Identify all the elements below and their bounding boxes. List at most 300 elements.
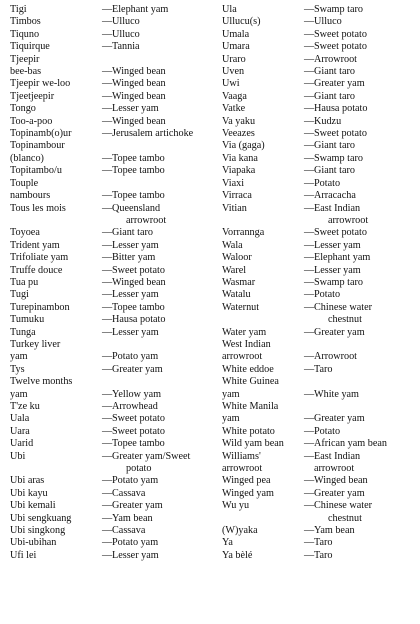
entry-meaning-line: Swamp taro — [314, 152, 363, 164]
glossary-entry — [10, 140, 202, 152]
right-column — [222, 4, 414, 624]
entry-dash: — — [102, 4, 113, 15]
glossary-entry — [222, 401, 414, 413]
entry-dash: — — [304, 66, 315, 78]
glossary-entry — [222, 537, 414, 549]
entry-dash: — — [304, 41, 315, 53]
entry-dash: — — [102, 202, 113, 214]
entry-meaning — [314, 128, 414, 140]
glossary-entry — [10, 16, 202, 28]
entry-dash: — — [102, 401, 113, 412]
entry-dash: — — [304, 289, 315, 301]
entry-meaning-line: Greater yam — [314, 413, 365, 425]
entry-term: Tigi — [10, 4, 27, 15]
entry-meaning — [112, 128, 202, 140]
entry-dash: — — [304, 363, 315, 375]
glossary-entry — [222, 413, 414, 425]
entry-meaning — [314, 54, 414, 66]
entry-meaning — [314, 116, 414, 128]
entry-meaning-line: arrowroot — [314, 463, 355, 475]
glossary-entry — [222, 389, 414, 401]
entry-dash: — — [304, 388, 315, 400]
entry-meaning-line: Taro — [314, 537, 333, 549]
entry-dash: — — [304, 190, 315, 202]
entry-term: Uara — [10, 425, 30, 437]
entry-meaning-line: Cassava — [112, 525, 146, 537]
glossary-entry — [10, 41, 202, 53]
entry-meaning — [112, 203, 202, 228]
entry-meaning-line: Arracacha — [314, 190, 356, 202]
entry-meaning — [112, 327, 202, 339]
entry-term: Vitian — [222, 202, 247, 214]
entry-term: Ubi-ubihan — [10, 537, 57, 549]
entry-meaning — [314, 153, 414, 165]
glossary-entry — [10, 128, 202, 140]
entry-dash: — — [304, 475, 315, 487]
glossary-entry — [10, 265, 202, 277]
entry-term: nambours — [10, 190, 51, 202]
entry-term: Ubi singkong — [10, 525, 66, 537]
entry-meaning — [112, 277, 202, 289]
entry-term: Waternut — [222, 301, 260, 313]
entry-meaning — [314, 227, 414, 239]
entry-meaning-line: Winged bean — [112, 66, 166, 78]
glossary-entry — [10, 190, 202, 202]
entry-meaning-line: Potato yam — [112, 475, 159, 487]
entry-term: Warel — [222, 264, 247, 276]
entry-dash: — — [102, 115, 113, 127]
entry-meaning — [112, 314, 202, 326]
entry-meaning-line: Lesser yam — [314, 239, 361, 251]
entry-meaning-line: Topee tambo — [112, 165, 165, 177]
entry-meaning-line: Winged bean — [314, 475, 368, 487]
glossary-entry — [10, 488, 202, 500]
glossary-entry — [10, 240, 202, 252]
entry-meaning — [314, 41, 414, 53]
entry-term: Ya — [222, 537, 233, 549]
entry-term: Turkey liver — [10, 338, 61, 350]
entry-meaning-continuation: arrowroot — [126, 214, 167, 226]
entry-meaning-line: Elephant yam — [112, 4, 169, 15]
glossary-entry — [10, 252, 202, 264]
entry-meaning-line: Sweet potato — [314, 28, 367, 40]
glossary-entry — [222, 29, 414, 41]
entry-term: White potato — [222, 425, 275, 437]
entry-meaning-line: East Indian — [314, 202, 361, 214]
glossary-entry — [222, 277, 414, 289]
entry-meaning-line: Kudzu — [314, 115, 342, 127]
entry-meaning — [112, 550, 202, 562]
entry-meaning-line: Greater yam — [112, 363, 163, 375]
entry-meaning — [112, 426, 202, 438]
entry-dash: — — [304, 128, 315, 140]
entry-meaning — [112, 438, 202, 450]
entry-meaning-line: Topee tambo — [112, 301, 165, 313]
entry-term: T'ze ku — [10, 401, 40, 412]
entry-dash: — — [304, 276, 315, 288]
entry-meaning — [314, 488, 414, 500]
entry-dash: — — [304, 152, 315, 164]
glossary-entry — [10, 203, 202, 228]
entry-term: Wala — [222, 239, 243, 251]
glossary-entry — [10, 376, 202, 388]
glossary-entry — [10, 401, 202, 413]
entry-meaning — [112, 190, 202, 202]
entry-term: Uarid — [10, 438, 34, 450]
entry-meaning-line: Sweet potato — [314, 41, 367, 53]
entry-meaning-continuation: chestnut — [328, 512, 362, 524]
entry-dash: — — [102, 301, 113, 313]
entry-dash: — — [304, 500, 315, 512]
entry-term: Trident yam — [10, 239, 60, 251]
entry-term: Vaaga — [222, 90, 247, 102]
glossary-entry — [10, 4, 202, 16]
entry-dash: — — [102, 41, 113, 53]
entry-meaning — [314, 550, 414, 562]
entry-term: Vorrannga — [222, 227, 265, 239]
glossary-entry — [222, 178, 414, 190]
glossary-entry — [10, 525, 202, 537]
glossary-entry — [222, 488, 414, 500]
entry-term: arrowroot — [222, 463, 263, 475]
entry-dash: — — [102, 190, 113, 202]
glossary-entry — [222, 54, 414, 66]
entry-meaning — [112, 401, 202, 413]
entry-meaning — [314, 165, 414, 177]
entry-term: Tjeepir — [10, 53, 40, 65]
entry-term: Uraro — [222, 53, 246, 65]
entry-term: White Guinea — [222, 376, 279, 388]
entry-meaning-line: Ulluco — [112, 16, 140, 28]
entry-meaning-line: Tannia — [112, 41, 140, 53]
glossary-entry — [10, 438, 202, 450]
entry-meaning — [112, 165, 202, 177]
glossary-entry — [10, 513, 202, 525]
glossary-entry — [10, 54, 202, 66]
entry-meaning-line: Swamp taro — [314, 4, 363, 15]
entry-meaning — [112, 227, 202, 239]
entry-meaning — [314, 389, 414, 401]
glossary-entry — [10, 29, 202, 41]
entry-meaning-line: Greater yam — [314, 487, 365, 499]
glossary-entry — [222, 16, 414, 28]
entry-term: Ula — [222, 4, 237, 15]
entry-meaning-line: Ulluco — [112, 28, 140, 40]
entry-meaning-line: Greater yam — [314, 78, 365, 90]
entry-meaning — [314, 277, 414, 289]
entry-meaning — [314, 438, 414, 450]
glossary-entry — [222, 364, 414, 376]
entry-term: arrowroot — [222, 351, 263, 363]
glossary-entry — [222, 289, 414, 301]
entry-meaning — [314, 525, 414, 537]
entry-meaning — [112, 153, 202, 165]
entry-dash: — — [304, 177, 315, 189]
entry-meaning — [314, 66, 414, 78]
entry-meaning-line: Potato yam — [112, 537, 159, 549]
entry-meaning-line: Bitter yam — [112, 252, 156, 264]
entry-dash: — — [102, 326, 113, 338]
entry-dash: — — [102, 152, 113, 164]
glossary-entry — [222, 165, 414, 177]
entry-meaning — [112, 4, 202, 16]
glossary-entry — [222, 153, 414, 165]
entry-term: yam — [10, 388, 28, 400]
entry-meaning-line: Hausa potato — [112, 314, 166, 326]
entry-meaning-line: Lesser yam — [112, 549, 159, 561]
entry-term: Tjeepir we-loo — [10, 78, 71, 90]
entry-meaning-line: Greater yam — [314, 326, 365, 338]
glossary-entry — [10, 153, 202, 165]
entry-dash: — — [304, 425, 315, 437]
entry-dash: — — [304, 487, 315, 499]
entry-term: Viaxi — [222, 177, 245, 189]
entry-dash: — — [304, 28, 315, 40]
glossary-entry — [10, 475, 202, 487]
entry-dash: — — [102, 537, 113, 549]
glossary-entry — [222, 327, 414, 339]
entry-meaning — [112, 103, 202, 115]
entry-meaning — [314, 203, 414, 228]
entry-term: Winged yam — [222, 487, 274, 499]
entry-dash: — — [304, 264, 315, 276]
entry-meaning — [314, 265, 414, 277]
glossary-entry — [10, 289, 202, 301]
entry-meaning — [112, 500, 202, 512]
glossary-entry — [10, 314, 202, 326]
entry-term: Williams' — [222, 450, 261, 462]
glossary-entry — [10, 451, 202, 476]
entry-meaning — [314, 327, 414, 339]
entry-term: Truffe douce — [10, 264, 63, 276]
entry-dash: — — [102, 128, 113, 140]
entry-dash: — — [102, 487, 113, 499]
entry-dash: — — [102, 425, 113, 437]
entry-meaning — [314, 4, 414, 16]
entry-meaning-line: East Indian — [314, 450, 361, 462]
entry-term: Wu yu — [222, 500, 250, 512]
entry-term: Ubi — [10, 450, 26, 462]
glossary-entry — [10, 351, 202, 363]
entry-dash: — — [102, 475, 113, 487]
entry-dash: — — [102, 165, 113, 177]
entry-meaning — [314, 240, 414, 252]
entry-term: White Manila — [222, 401, 279, 412]
entry-dash: — — [102, 525, 113, 537]
entry-meaning — [314, 190, 414, 202]
entry-meaning — [112, 16, 202, 28]
glossary-entry — [10, 227, 202, 239]
entry-dash: — — [304, 90, 315, 102]
glossary-entry — [222, 550, 414, 562]
entry-meaning — [112, 364, 202, 376]
glossary-entry — [222, 475, 414, 487]
entry-meaning — [112, 302, 202, 314]
entry-meaning-line: Giant taro — [314, 165, 356, 177]
entry-meaning — [314, 364, 414, 376]
entry-term: Wild yam bean — [222, 438, 284, 450]
left-column — [10, 4, 202, 624]
entry-meaning-line: Potato yam — [112, 351, 159, 363]
entry-dash: — — [304, 549, 315, 561]
entry-term: Topinambour — [10, 140, 65, 152]
entry-dash: — — [102, 351, 113, 363]
entry-dash: — — [304, 140, 315, 152]
entry-term: Umara — [222, 41, 250, 53]
entry-term: Winged pea — [222, 475, 271, 487]
entry-meaning — [112, 252, 202, 264]
entry-term: Ubi kemali — [10, 500, 56, 512]
entry-meaning-line: Swamp taro — [314, 276, 363, 288]
glossary-entry — [222, 103, 414, 115]
glossary-entry — [10, 339, 202, 351]
entry-meaning — [314, 252, 414, 264]
entry-meaning-line: Queensland — [112, 202, 161, 214]
entry-term: yam — [10, 351, 28, 363]
entry-meaning — [112, 451, 202, 476]
entry-term: Tiquno — [10, 28, 40, 40]
entry-meaning-line: Potato — [314, 177, 341, 189]
entry-term: West Indian — [222, 338, 271, 350]
entry-meaning-line: Taro — [314, 549, 333, 561]
entry-dash: — — [304, 413, 315, 425]
entry-meaning-line: Winged bean — [112, 115, 166, 127]
glossary-entry — [10, 103, 202, 115]
entry-meaning — [314, 475, 414, 487]
glossary-entry — [222, 426, 414, 438]
entry-meaning-line: Ulluco — [314, 16, 342, 28]
entry-dash: — — [102, 363, 113, 375]
entry-meaning — [112, 116, 202, 128]
entry-dash: — — [102, 512, 113, 524]
entry-dash: — — [102, 252, 113, 264]
glossary-entry — [222, 66, 414, 78]
entry-term: Tous les mois — [10, 202, 66, 214]
glossary-entry — [222, 203, 414, 228]
entry-term: Tys — [10, 363, 25, 375]
glossary-entry — [10, 500, 202, 512]
entry-meaning-line: Sweet potato — [314, 227, 367, 239]
glossary-entry — [10, 116, 202, 128]
glossary-entry — [222, 116, 414, 128]
entry-meaning-line: Sweet potato — [112, 425, 165, 437]
glossary-entry — [222, 252, 414, 264]
entry-meaning-continuation: chestnut — [328, 314, 362, 326]
glossary-entry — [222, 128, 414, 140]
entry-term: Virraca — [222, 190, 252, 202]
entry-meaning — [112, 513, 202, 525]
entry-term: Turepinambon — [10, 301, 70, 313]
entry-meaning-line: Lesser yam — [112, 239, 159, 251]
glossary-entry — [10, 78, 202, 90]
glossary-entry — [222, 227, 414, 239]
entry-term: Waloor — [222, 252, 252, 264]
entry-term: Timbos — [10, 16, 41, 28]
entry-meaning — [112, 537, 202, 549]
glossary-entry — [222, 463, 414, 475]
glossary-entry — [10, 550, 202, 562]
entry-meaning — [314, 451, 414, 463]
entry-term: Topinamb(o)ur — [10, 128, 72, 140]
entry-dash: — — [102, 438, 113, 450]
entry-meaning — [314, 140, 414, 152]
entry-term: Tiquirque — [10, 41, 50, 53]
entry-meaning — [112, 265, 202, 277]
entry-term: (blanco) — [10, 152, 44, 164]
entry-dash: — — [304, 326, 315, 338]
entry-term: Via kana — [222, 152, 258, 164]
glossary-entry — [222, 302, 414, 327]
entry-meaning — [112, 29, 202, 41]
entry-term: Wasmar — [222, 276, 256, 288]
entry-meaning — [112, 475, 202, 487]
glossary-entry — [222, 339, 414, 351]
entry-meaning-line: Yam bean — [314, 525, 355, 537]
entry-meaning-line: Potato — [314, 289, 341, 301]
entry-meaning-line: Potato — [314, 425, 341, 437]
entry-meaning-line: Chinese water — [314, 301, 372, 313]
entry-dash: — — [102, 28, 113, 40]
glossary-entry — [10, 327, 202, 339]
entry-term: Uala — [10, 413, 30, 425]
entry-term: Tugi — [10, 289, 29, 301]
glossary-entry — [10, 91, 202, 103]
entry-term: Va yaku — [222, 115, 256, 127]
entry-meaning-line: Cassava — [112, 487, 146, 499]
glossary-entry — [10, 165, 202, 177]
entry-dash: — — [304, 78, 315, 90]
entry-dash: — — [102, 549, 113, 561]
entry-dash: — — [102, 227, 113, 239]
entry-dash: — — [102, 264, 113, 276]
entry-dash: — — [304, 438, 315, 450]
entry-term: Vatke — [222, 103, 246, 115]
entry-dash: — — [102, 388, 113, 400]
glossary-entry — [10, 364, 202, 376]
entry-meaning — [112, 488, 202, 500]
entry-term: Ullucu(s) — [222, 16, 261, 28]
entry-dash: — — [102, 500, 113, 512]
entry-meaning-continuation: potato — [126, 463, 152, 475]
entry-dash: — — [304, 103, 315, 115]
entry-meaning-line: Yam bean — [112, 512, 153, 524]
entry-dash: — — [102, 103, 113, 115]
entry-dash: — — [304, 202, 315, 214]
entry-meaning — [314, 351, 414, 363]
entry-dash: — — [102, 66, 113, 78]
entry-meaning-line: Winged bean — [112, 90, 166, 102]
entry-meaning-line: Sweet potato — [112, 413, 165, 425]
entry-term: Too-a-poo — [10, 115, 53, 127]
entry-term: Ufi lei — [10, 549, 37, 561]
glossary-entry — [10, 66, 202, 78]
entry-term: yam — [222, 388, 240, 400]
entry-meaning-line: Lesser yam — [112, 326, 159, 338]
entry-meaning — [112, 78, 202, 90]
entry-dash: — — [304, 351, 315, 363]
entry-dash: — — [304, 4, 315, 15]
entry-dash: — — [304, 301, 315, 313]
entry-meaning-line: Topee tambo — [112, 152, 165, 164]
entry-term: Via (gaga) — [222, 140, 265, 152]
entry-meaning — [112, 351, 202, 363]
entry-term: White eddoe — [222, 363, 274, 375]
entry-term: Uwi — [222, 78, 240, 90]
entry-meaning — [112, 289, 202, 301]
entry-term: Ubi aras — [10, 475, 45, 487]
entry-meaning — [112, 413, 202, 425]
glossary-entry — [222, 376, 414, 388]
